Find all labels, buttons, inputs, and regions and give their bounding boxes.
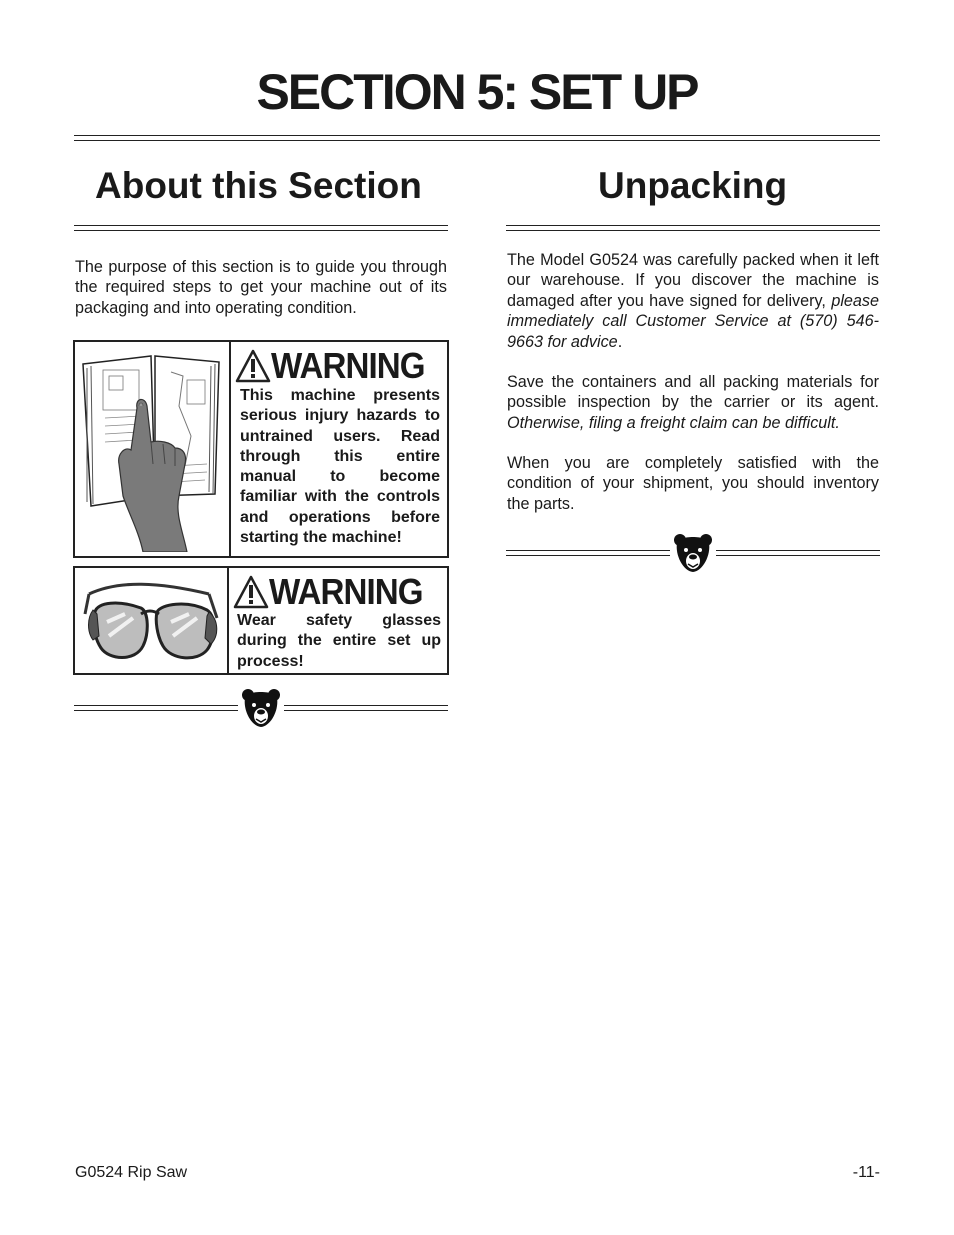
hand-reading-manual-icon	[79, 346, 227, 552]
exclamation-triangle-icon	[235, 349, 271, 383]
warning-glasses-text: Wear safety glasses during the entire set up process!	[237, 612, 441, 670]
unpacking-paragraph-2: Save the containers and all packing materials for possible inspection by the carrier or its agent. Otherwise, filing a freight claim can be difficult.	[507, 373, 879, 432]
warning-manual-text: This machine presents serious injury hazards to untrained users. Read through this entire manual to become familiar with the controls and operations before starting the machine!	[240, 387, 440, 547]
about-intro: The purpose of this section is to guide you through the required steps to get your machine out of its packaging and into operating condition.	[75, 258, 447, 317]
title-rule	[74, 135, 880, 141]
section-end-mark	[74, 688, 448, 728]
footer-page-number: -11-	[852, 1164, 880, 1181]
section-end-mark	[506, 533, 880, 573]
unpacking-paragraph-1: The Model G0524 was carefully packed when it left our warehouse. If you discover the machine is damaged after you have signed for delivery, please immediately call Customer Service at (570) 546-9663 for advice.	[507, 251, 880, 351]
warning-box-manual	[73, 340, 449, 558]
warning-box-glasses	[73, 566, 449, 675]
bear-head-icon	[673, 533, 713, 573]
page-title: SECTION 5: SET UP	[256, 64, 698, 120]
unpacking-heading: Unpacking	[598, 165, 788, 206]
exclamation-triangle-icon	[233, 575, 269, 609]
unpacking-rule	[506, 225, 880, 231]
warning-header	[235, 346, 438, 386]
footer-model: G0524 Rip Saw	[75, 1164, 188, 1181]
unpacking-paragraph-3: When you are completely satisfied with the condition of your shipment, you should inventory the parts.	[507, 454, 879, 513]
about-heading: About this Section	[95, 165, 422, 206]
safety-glasses-icon	[79, 574, 225, 670]
bear-head-icon	[241, 688, 281, 728]
about-rule	[74, 225, 448, 231]
warning-label: WARNING	[271, 345, 425, 386]
warning-label: WARNING	[269, 571, 423, 612]
warning-header	[233, 572, 436, 612]
